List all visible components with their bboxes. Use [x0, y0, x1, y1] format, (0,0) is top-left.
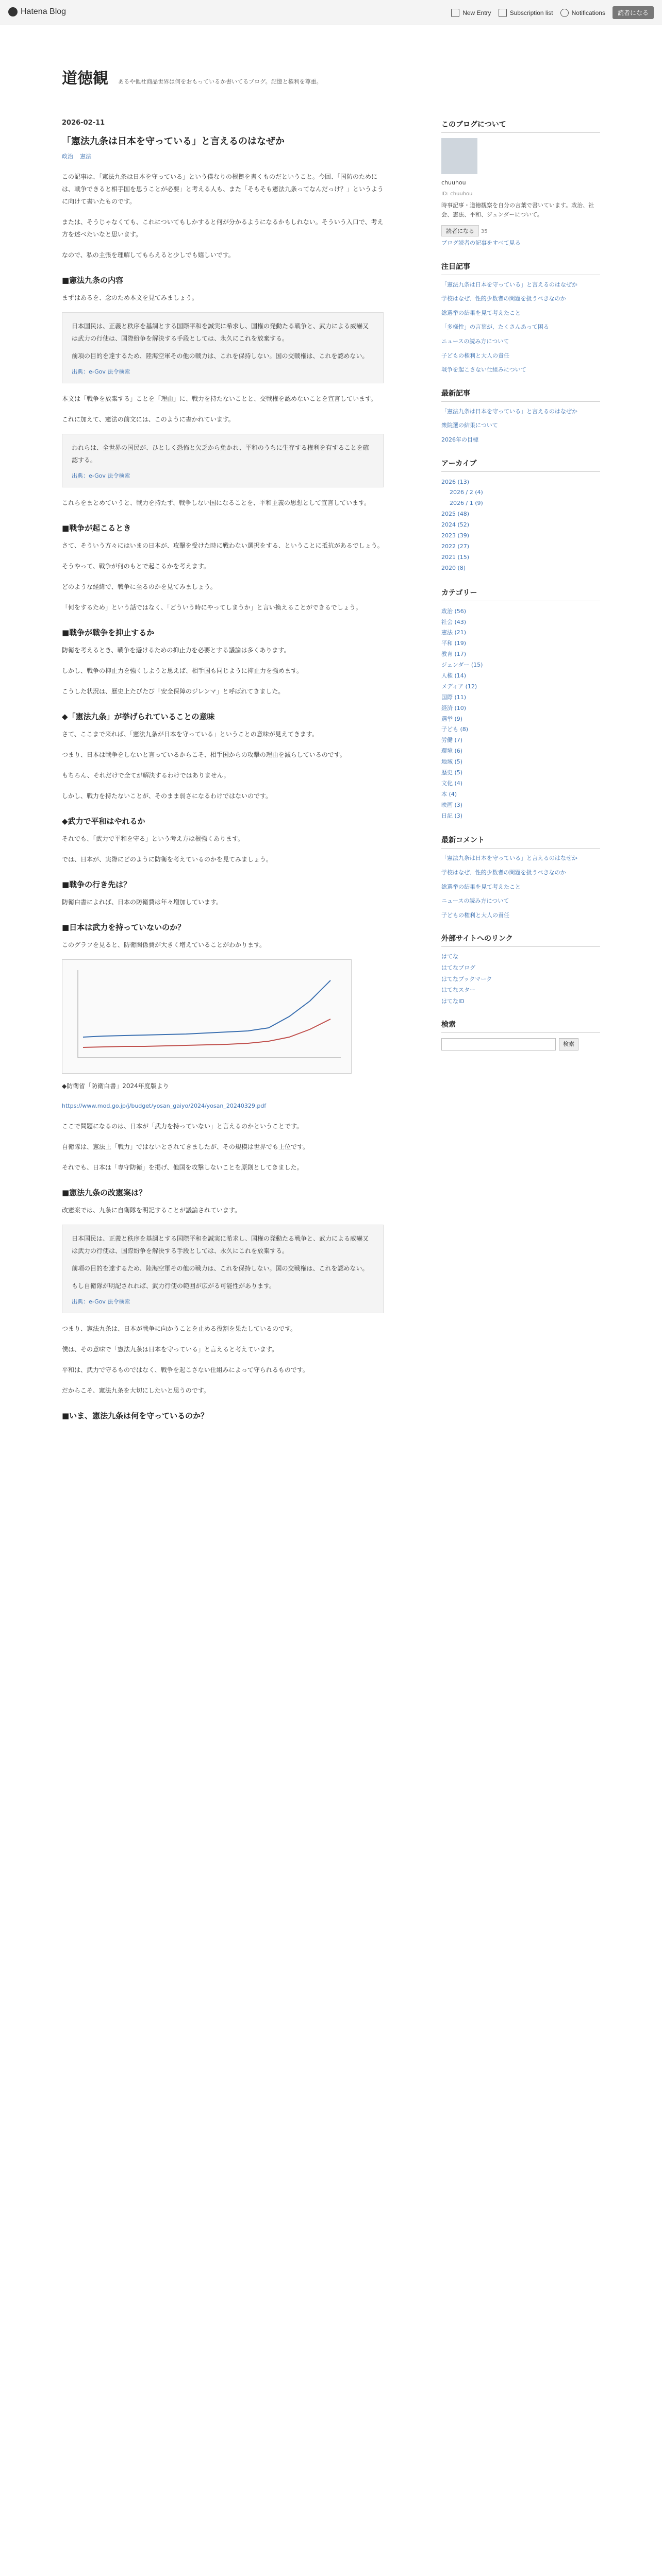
- paragraph: 防衛白書によれば、日本の防衛費は年々増加しています。: [62, 899, 223, 906]
- featured-link[interactable]: ニュースの読み方について: [441, 338, 509, 345]
- archive-item[interactable]: 2026 / 2 (4): [450, 489, 483, 496]
- main-content: [62, 119, 384, 1427]
- quote-text: われらは、全世界の国民が、ひとしく恐怖と欠乏から免かれ、平和のうちに生存する権利を有することを確認する。: [72, 444, 369, 464]
- paragraph: つまり、憲法九条は、日本が戦争に向かうことを止める役割を果たしているのです。: [62, 1325, 297, 1332]
- category-item[interactable]: 選挙 (9): [441, 715, 463, 722]
- paragraph: 自衛隊は、憲法上「戦力」ではないとされてきましたが、その規模は世界でも上位です。: [62, 1143, 309, 1150]
- graph-illustration: [62, 960, 351, 1073]
- section-heading: ◆武力で平和はやれるか: [62, 817, 145, 826]
- paragraph: 僕は、その意味で「憲法九条は日本を守っている」と言えると考えています。: [62, 1346, 278, 1353]
- category-item[interactable]: 文化 (4): [441, 779, 463, 787]
- external-link[interactable]: はてなスター: [441, 987, 475, 994]
- author-name[interactable]: chuuhou: [441, 179, 466, 186]
- archive-item[interactable]: 2025 (48): [441, 511, 470, 518]
- hatena-logo-text: Hatena Blog: [21, 7, 67, 16]
- archive-item[interactable]: 2023 (39): [441, 532, 470, 539]
- comment-link[interactable]: 総選挙の結果を見て考えたこと: [441, 883, 521, 890]
- external-links-heading: 外部サイトへのリンク: [441, 933, 600, 947]
- paragraph: これらをまとめていうと、戦力を持たず、戦争しない国になることを、平和主義の思想として宣言しています。: [62, 499, 371, 506]
- header-nav: [451, 6, 654, 19]
- search-button[interactable]: 検索: [559, 1038, 578, 1050]
- category-item[interactable]: 地域 (5): [441, 758, 463, 766]
- section-heading: ■いま、憲法九条は何を守っているのか？: [62, 1411, 209, 1420]
- subscription-list-link[interactable]: Subscription list: [499, 9, 553, 17]
- category-item[interactable]: 労働 (7): [441, 737, 463, 744]
- category-link[interactable]: 憲法: [80, 153, 92, 160]
- quote-text: 日本国民は、正義と秩序を基調とする国際平和を誠実に希求し、国権の発動たる戦争と、武力による威嚇又は武力の行使は、国際紛争を解決する手段としては、永久にこれを放棄する。: [72, 1235, 369, 1255]
- quote-source-link[interactable]: 出典：e-Gov 法令検索: [72, 368, 130, 375]
- sidebar-subscribe-button[interactable]: 読者になる: [441, 225, 479, 236]
- blockquote: [62, 434, 384, 487]
- paragraph: それでも、「武力で平和を守る」という考え方は根強くあります。: [62, 835, 244, 842]
- paragraph: しかし、戦争の抑止力を強くしようと思えば、相手国も同じように抑止力を強めます。: [62, 667, 303, 674]
- category-item[interactable]: 憲法 (21): [441, 629, 467, 636]
- list-icon: [499, 9, 507, 17]
- latest-heading: 最新記事: [441, 388, 600, 402]
- new-entry-link[interactable]: New Entry: [451, 9, 491, 17]
- quote-text: もし自衛隊が明記されれば、武力行使の範囲が広がる可能性があります。: [72, 1282, 276, 1290]
- blockquote: [62, 1225, 384, 1313]
- paragraph: 防衛を考えるとき、戦争を避けるための抑止力を必要とする議論は多くあります。: [62, 647, 290, 654]
- latest-link[interactable]: 2026年の目標: [441, 436, 478, 443]
- blog-title[interactable]: 道徳観: [62, 70, 108, 87]
- subscribe-button[interactable]: 読者になる: [613, 6, 654, 19]
- comment-link[interactable]: 子どもの権利と大人の責任: [441, 911, 509, 919]
- pencil-icon: [451, 9, 459, 17]
- comment-link[interactable]: ニュースの読み方について: [441, 897, 509, 905]
- paragraph: さて、そういう方々にはいまの日本が、攻撃を受けた時に戦わない選択をする、ということに抵抗があるでしょう。: [62, 542, 384, 549]
- paragraph: では、日本が、実際にどのように防衛を考えているのかを見てみましょう。: [62, 856, 273, 863]
- hatena-logo-icon: [8, 7, 18, 16]
- archive-item[interactable]: 2026 / 1 (9): [450, 500, 483, 507]
- category-item[interactable]: 平和 (19): [441, 640, 467, 647]
- category-item[interactable]: 環境 (6): [441, 748, 463, 755]
- blog-description: あるや他社商品世界は何をおもっているか書いてるブログ。記憶と権利を尊重。: [118, 78, 322, 85]
- archive-item[interactable]: 2021 (15): [441, 553, 470, 561]
- quote-text: 前項の目的を達するため、陸海空軍その他の戦力は、これを保持しない。国の交戦権は、これを認めない。: [72, 352, 369, 360]
- external-link[interactable]: はてな: [441, 953, 458, 960]
- hatena-logo[interactable]: [8, 7, 66, 16]
- section-heading: ■戦争が戦争を抑止するか: [62, 628, 155, 637]
- sidebar: [441, 119, 600, 1427]
- paragraph: つまり、日本は戦争をしないと言っているからこそ、相手国からの攻撃の理由を減らしているのです。: [62, 751, 346, 758]
- featured-link[interactable]: 学校はなぜ、性的少数者の問題を扱うべきなのか: [441, 295, 566, 302]
- featured-link[interactable]: 「憲法九条は日本を守っている」と言えるのはなぜか: [441, 281, 577, 288]
- quote-source-link[interactable]: 出典：e-Gov 法令検索: [72, 1298, 130, 1305]
- paragraph: それでも、日本は「専守防衛」を掲げ、他国を攻撃しないことを原則としてきました。: [62, 1164, 303, 1171]
- category-item[interactable]: 子ども (8): [441, 726, 469, 733]
- category-item[interactable]: 本 (4): [441, 790, 457, 798]
- category-item[interactable]: 日記 (3): [441, 812, 463, 819]
- subscriber-count: 35: [481, 229, 488, 235]
- external-link[interactable]: はてなブックマーク: [441, 975, 492, 982]
- category-item[interactable]: 人権 (14): [441, 672, 467, 679]
- section-heading: ■戦争が起こるとき: [62, 523, 131, 533]
- category-item[interactable]: 国際 (11): [441, 693, 467, 701]
- paragraph: 平和は、武力で守るものではなく、戦争を起こさない仕組みによって守られるものです。: [62, 1366, 309, 1374]
- comments-heading: 最新コメント: [441, 835, 600, 849]
- featured-link[interactable]: 子どもの権利と大人の責任: [441, 352, 509, 359]
- author-id: ID: chuuhou: [441, 191, 473, 197]
- category-heading: カテゴリー: [441, 587, 600, 601]
- category-item[interactable]: 映画 (3): [441, 801, 463, 808]
- section-heading: ■戦争の行き先は？: [62, 880, 131, 889]
- comment-link[interactable]: 「憲法九条は日本を守っている」と言えるのはなぜか: [441, 855, 577, 862]
- section-heading: ■日本は武力を持っていないのか？: [62, 923, 186, 932]
- entry-body: [62, 171, 384, 1421]
- archive-item[interactable]: 2022 (27): [441, 543, 470, 550]
- global-header: [0, 0, 662, 25]
- paragraph: または、そうじゃなくても、これについてもしかすると何が分かるようになるかもしれない。そういう入口で、考え方を述べたいなと思います。: [62, 218, 384, 238]
- featured-link[interactable]: 総選挙の結果を見て考えたこと: [441, 309, 521, 316]
- paragraph: 改憲案では、九条に自衛隊を明記することが議論されています。: [62, 1207, 241, 1214]
- paragraph: 本文は「戦争を放棄する」ことを「理由」に、戦力を持たないことと、交戦権を認めないことを宣言しています。: [62, 395, 377, 402]
- paragraph: これに加えて、憲法の前文には、このように書かれています。: [62, 416, 235, 423]
- latest-link[interactable]: 衆院選の結果について: [441, 422, 498, 429]
- paragraph: しかし、戦力を持たないことが、そのまま弱さになるわけではないのです。: [62, 792, 272, 800]
- search-form: [441, 1038, 600, 1050]
- quote-text: 前項の目的を達するため、陸海空軍その他の戦力は、これを保持しない。国の交戦権は、これを認めない。: [72, 1265, 369, 1272]
- paragraph: そうやって、戦争が何のもとで起こるかを考えます。: [62, 563, 210, 570]
- search-heading: 検索: [441, 1019, 600, 1033]
- graph-caption: ◆防衛省「防衛白書」2024年度版より: [62, 1082, 169, 1090]
- category-item[interactable]: 社会 (43): [441, 618, 467, 625]
- entry-title[interactable]: 「憲法九条は日本を守っている」と言えるのはなぜか: [62, 136, 285, 147]
- about-heading: このブログについて: [441, 119, 600, 133]
- bell-icon: [560, 9, 569, 17]
- search-input[interactable]: [441, 1038, 556, 1050]
- archive-item[interactable]: 2024 (52): [441, 521, 470, 529]
- paragraph: こうした状況は、歴史上たびたび「安全保障のジレンマ」と呼ばれてきました。: [62, 688, 285, 695]
- paragraph: もちろん、それだけで全てが解決するわけではありません。: [62, 772, 230, 779]
- featured-link[interactable]: 「多様性」の言葉が、たくさんあって困る: [441, 324, 549, 331]
- category-link[interactable]: 政治: [62, 153, 73, 160]
- paragraph: このグラフを見ると、防衛関係費が大きく増えていることがわかります。: [62, 941, 266, 948]
- section-heading: ■憲法九条の改憲案は？: [62, 1188, 147, 1197]
- blockquote: [62, 312, 384, 383]
- category-item[interactable]: 教育 (17): [441, 651, 467, 658]
- category-item[interactable]: ジェンダー (15): [441, 662, 483, 669]
- category-item[interactable]: 政治 (56): [441, 607, 467, 615]
- graph-source-link[interactable]: https://www.mod.go.jp/j/budget/yosan_gaiyo/2024/yosan_20240329.pdf: [62, 1103, 267, 1109]
- section-heading: ■憲法九条の内容: [62, 276, 124, 285]
- latest-link[interactable]: 「憲法九条は日本を守っている」と言えるのはなぜか: [441, 408, 577, 415]
- paragraph: この記事は、「憲法九条は日本を守っている」という僕なりの根拠を書くものだということ。今回、「国防のためには、戦争できると相手国を思うことが必要」と考える人も、また「そもそも憲法九条ってなんだっけ？」というように向けて書いたものです。: [62, 173, 384, 205]
- paragraph: なので、私の主張を理解してもらえると少しでも嬉しいです。: [62, 251, 235, 259]
- entry-categories: [62, 150, 384, 160]
- section-heading: ◆「憲法九条」が挙げられていることの意味: [62, 712, 215, 721]
- paragraph: さて、ここまで来れば、「憲法九条が日本を守っている」ということの意味が見えてきます。: [62, 731, 318, 738]
- paragraph: 「何をするため」という話ではなく、「どういう時にやってしまうか」と言い換えることができるでしょう。: [62, 604, 362, 611]
- featured-heading: 注目記事: [441, 261, 600, 275]
- external-link[interactable]: はてなID: [441, 997, 465, 1005]
- paragraph: まずはあるを、念のため本文を見てみましょう。: [62, 294, 198, 301]
- featured-link[interactable]: 戦争を起こさない仕組みについて: [441, 366, 526, 374]
- reader-articles-link[interactable]: ブログ読者の記事をすべて見る: [441, 240, 521, 247]
- quote-text: 日本国民は、正義と秩序を基調とする国際平和を誠実に希求し、国権の発動たる戦争と、武力による威嚇又は武力の行使は、国際紛争を解決する手段としては、永久にこれを放棄する。: [72, 323, 369, 342]
- archive-item[interactable]: 2020 (8): [441, 564, 466, 571]
- quote-source-link[interactable]: 出典：e-Gov 法令検索: [72, 472, 130, 479]
- author-profile: 時事記事・道徳観察を自分の言葉で書いています。政治、社会、憲法、平和、ジェンダーについて。: [441, 201, 594, 218]
- avatar[interactable]: [441, 138, 477, 174]
- comment-link[interactable]: 学校はなぜ、性的少数者の問題を扱うべきなのか: [441, 869, 566, 876]
- category-item[interactable]: メディア (12): [441, 683, 477, 690]
- external-link[interactable]: はてなブログ: [441, 964, 475, 971]
- entry-date[interactable]: 2026-02-11: [62, 119, 105, 127]
- category-item[interactable]: 歴史 (5): [441, 769, 463, 776]
- defense-budget-graph-image: [62, 959, 352, 1074]
- paragraph: どのような経緯で、戦争に至るのかを見てみましょう。: [62, 583, 217, 590]
- paragraph: ここで問題になるのは、日本が「武力を持っていない」と言えるのかということです。: [62, 1123, 303, 1130]
- archive-item[interactable]: 2026 (13): [441, 478, 470, 485]
- archive-heading: アーカイブ: [441, 458, 600, 472]
- blog-header: [62, 65, 600, 88]
- notifications-link[interactable]: Notifications: [560, 9, 605, 17]
- paragraph: だからこそ、憲法九条を大切にしたいと思うのです。: [62, 1387, 210, 1394]
- category-item[interactable]: 経済 (10): [441, 704, 467, 711]
